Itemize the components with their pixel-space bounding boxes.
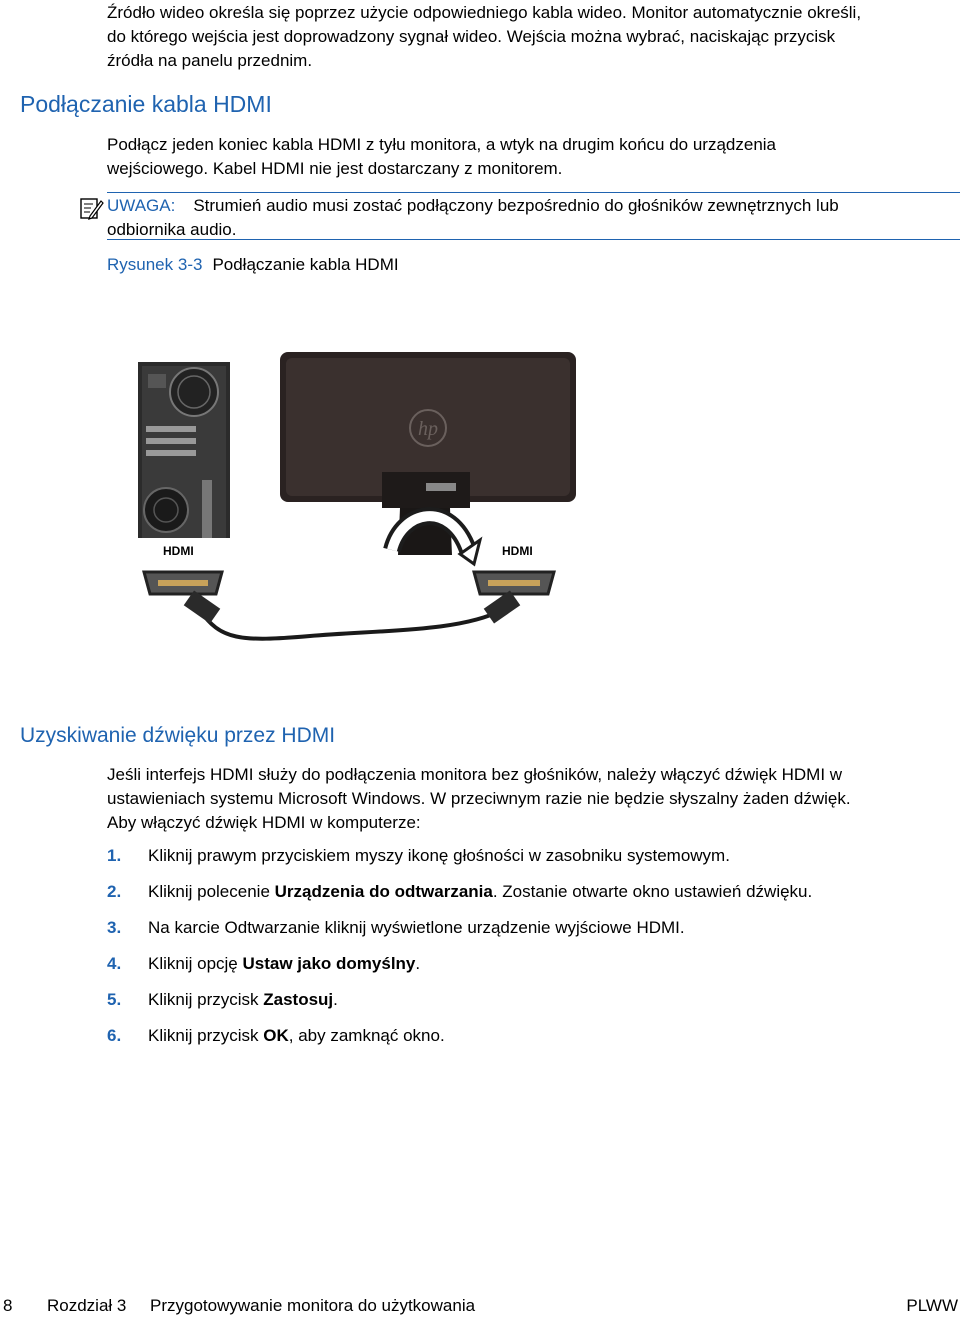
port-label-right: HDMI [502, 544, 533, 558]
step-text: Kliknij opcję Ustaw jako domyślny. [148, 954, 421, 973]
hdmi-paragraph [107, 133, 947, 181]
step-item [107, 1024, 947, 1060]
language-code: PLWW [906, 1296, 958, 1315]
step-item [107, 880, 947, 916]
hdmi-paragraph-line: wejściowego. Kabel HDMI nie jest dostarczany z monitorem. [107, 159, 563, 178]
intro-paragraph [107, 1, 947, 73]
step-text: Kliknij przycisk OK, aby zamknąć okno. [148, 1026, 445, 1045]
page-number: 8 [3, 1296, 13, 1315]
audio-paragraph-line: Jeśli interfejs HDMI służy do podłączenia monitora bez głośników, należy włączyć dźwięk HDMI w [107, 765, 843, 784]
chapter-label: Rozdział 3 [47, 1296, 127, 1315]
note-box [107, 192, 960, 240]
intro-line: Źródło wideo określa się poprzez użycie odpowiedniego kabla wideo. Monitor automatycznie określi, [107, 3, 862, 22]
audio-paragraph [107, 763, 947, 835]
port-label-left: HDMI [163, 544, 194, 558]
intro-line: do którego wejścia jest doprowadzony sygnał wideo. Wejścia można wybrać, naciskając przycisk [107, 27, 836, 46]
section-heading-hdmi: Podłączanie kabla HDMI [20, 91, 272, 117]
intro-line: źródła na panelu przednim. [107, 51, 313, 70]
hdmi-paragraph-line: Podłącz jeden koniec kabla HDMI z tyłu monitora, a wtyk na drugim końcu do urządzenia [107, 135, 777, 154]
steps-list [107, 844, 947, 1060]
audio-paragraph-line: Aby włączyć dźwięk HDMI w komputerze: [107, 813, 421, 832]
step-item [107, 988, 947, 1024]
step-number: 5. [107, 990, 122, 1009]
chapter-title: Przygotowywanie monitora do użytkowania [150, 1296, 476, 1315]
figure-caption [107, 253, 399, 277]
audio-paragraph-line: ustawieniach systemu Microsoft Windows. W przeciwnym razie nie będzie słyszalny żaden dźwięk. [107, 789, 851, 808]
step-number: 1. [107, 846, 122, 865]
hdmi-connection-illustration [130, 340, 590, 660]
monitor-brand-logo: hp [418, 418, 438, 440]
note-label: UWAGA: [107, 196, 176, 215]
note-line: Strumień audio musi zostać podłączony bezpośrednio do głośników zewnętrznych lub [193, 196, 839, 215]
step-text: Na karcie Odtwarzanie kliknij wyświetlone urządzenie wyjściowe HDMI. [148, 918, 685, 937]
step-item [107, 916, 947, 952]
figure-title: Podłączanie kabla HDMI [212, 255, 399, 274]
step-text: Kliknij polecenie Urządzenia do odtwarzania. Zostanie otwarte okno ustawień dźwięku. [148, 882, 813, 901]
step-item [107, 952, 947, 988]
step-number: 3. [107, 918, 122, 937]
note-text [107, 194, 947, 242]
step-text: Kliknij przycisk Zastosuj. [148, 990, 338, 1009]
step-number: 2. [107, 882, 122, 901]
step-number: 6. [107, 1026, 122, 1045]
pc-hdmi-port [132, 538, 240, 630]
figure-number: Rysunek 3-3 [107, 255, 203, 274]
step-text: Kliknij prawym przyciskiem myszy ikonę głośności w zasobniku systemowym. [148, 846, 730, 865]
section-heading-audio: Uzyskiwanie dźwięku przez HDMI [20, 724, 336, 747]
step-item [107, 844, 947, 880]
note-icon [78, 196, 104, 222]
page-footer [0, 1294, 960, 1318]
note-line: odbiornika audio. [107, 220, 237, 239]
step-number: 4. [107, 954, 122, 973]
